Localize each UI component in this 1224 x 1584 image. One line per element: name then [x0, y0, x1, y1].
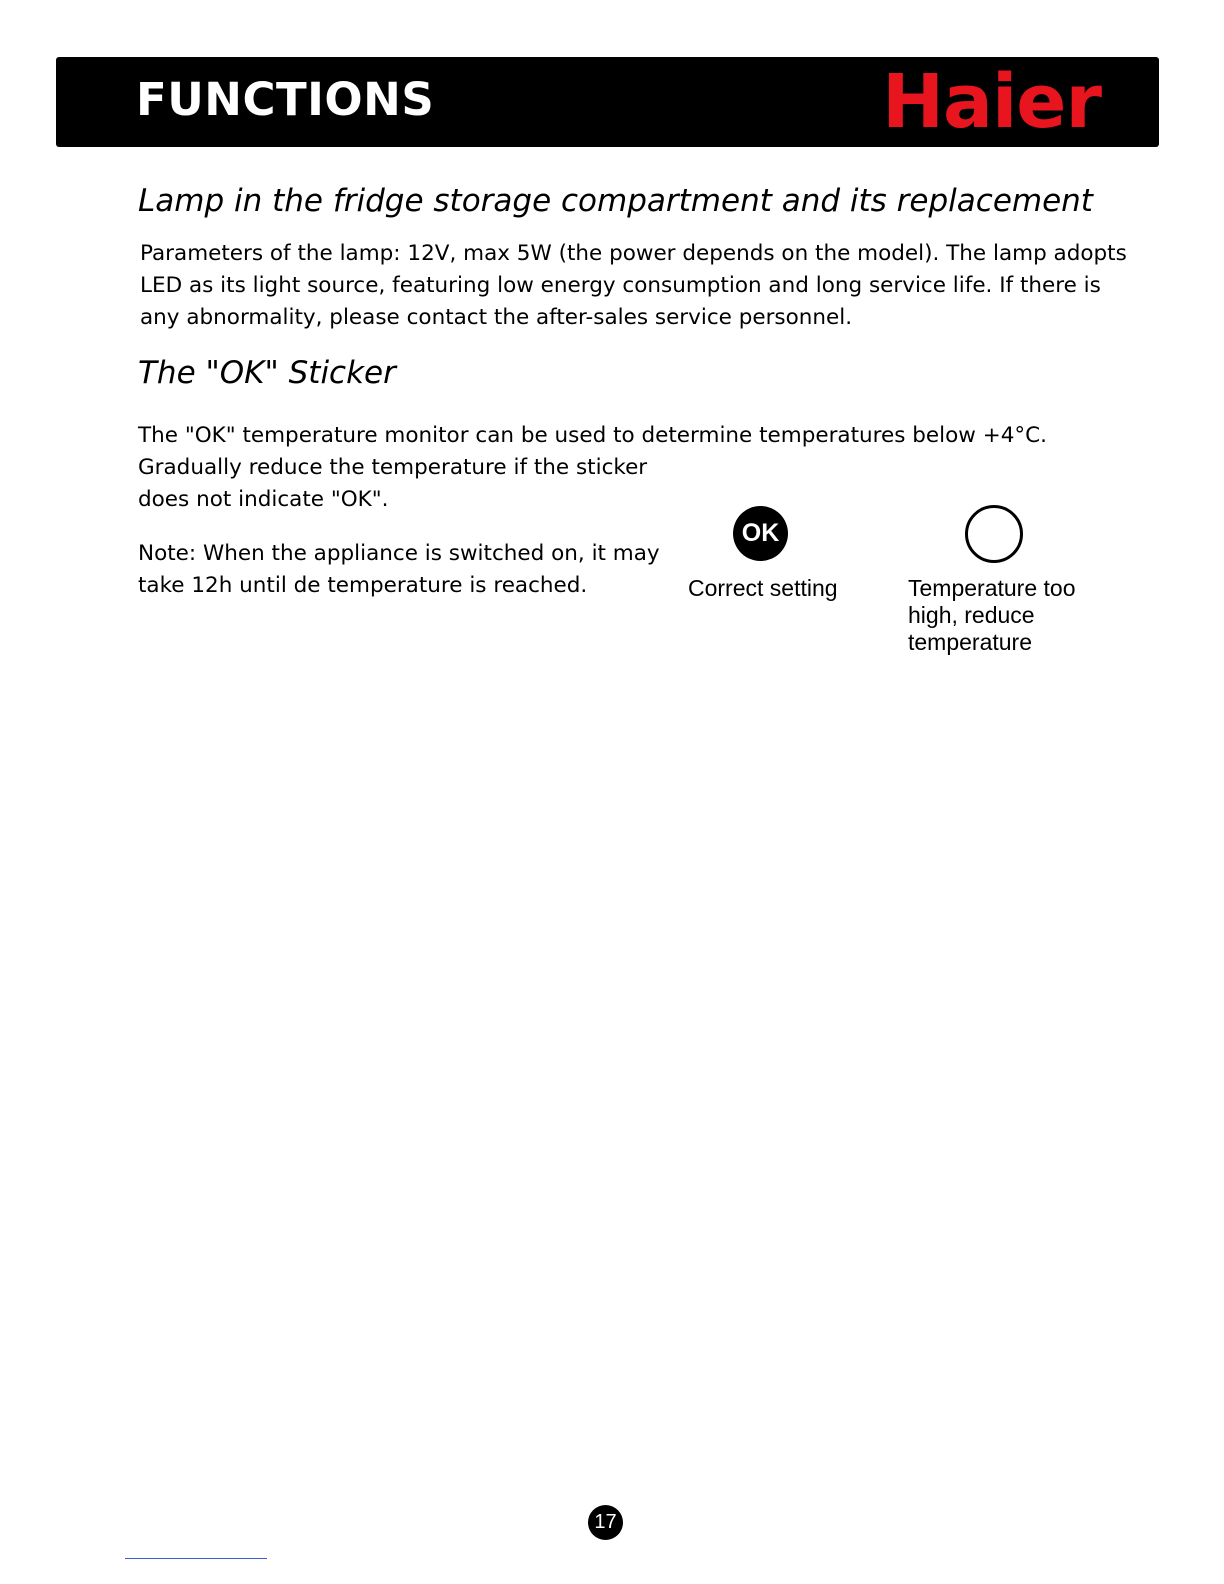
lamp-section-body — [140, 238, 1127, 334]
ok-sticker-note — [138, 538, 660, 602]
lamp-section-heading: Lamp in the fridge storage compartment and its replacement — [138, 183, 1093, 219]
ok-sticker-heading: The "OK" Sticker — [138, 355, 396, 391]
ok-indicator-caption: Correct setting — [688, 575, 838, 601]
header-bar — [56, 57, 1159, 147]
ok-note-line: take 12h until de temperature is reached. — [138, 573, 588, 598]
lamp-body-line: any abnormality, please contact the after-sales service personnel. — [140, 305, 853, 330]
ok-indicator-icon: OK — [733, 506, 788, 561]
empty-caption-line: temperature — [908, 629, 1033, 655]
page-number-badge: 17 — [588, 1505, 623, 1540]
empty-caption-line: high, reduce — [908, 602, 1035, 628]
ok-note-line: Note: When the appliance is switched on, it may — [138, 541, 660, 566]
lamp-body-line: Parameters of the lamp: 12V, max 5W (the power depends on the model). The lamp adopts — [140, 241, 1127, 266]
haier-logo: Haier — [882, 59, 1101, 145]
empty-caption-line: Temperature too — [908, 575, 1076, 601]
lamp-body-line: LED as its light source, featuring low energy consumption and long service life. If there is — [140, 273, 1101, 298]
empty-indicator-caption — [908, 575, 1075, 656]
ok-intro-line: Gradually reduce the temperature if the sticker — [138, 455, 648, 480]
ok-intro-line: The "OK" temperature monitor can be used to determine temperatures below +4°C. — [138, 423, 1047, 448]
empty-indicator-icon — [965, 505, 1023, 563]
ok-sticker-intro — [138, 420, 1047, 516]
page-title: FUNCTIONS — [136, 73, 435, 126]
footer-divider — [125, 1558, 267, 1559]
ok-intro-line: does not indicate "OK". — [138, 487, 389, 512]
